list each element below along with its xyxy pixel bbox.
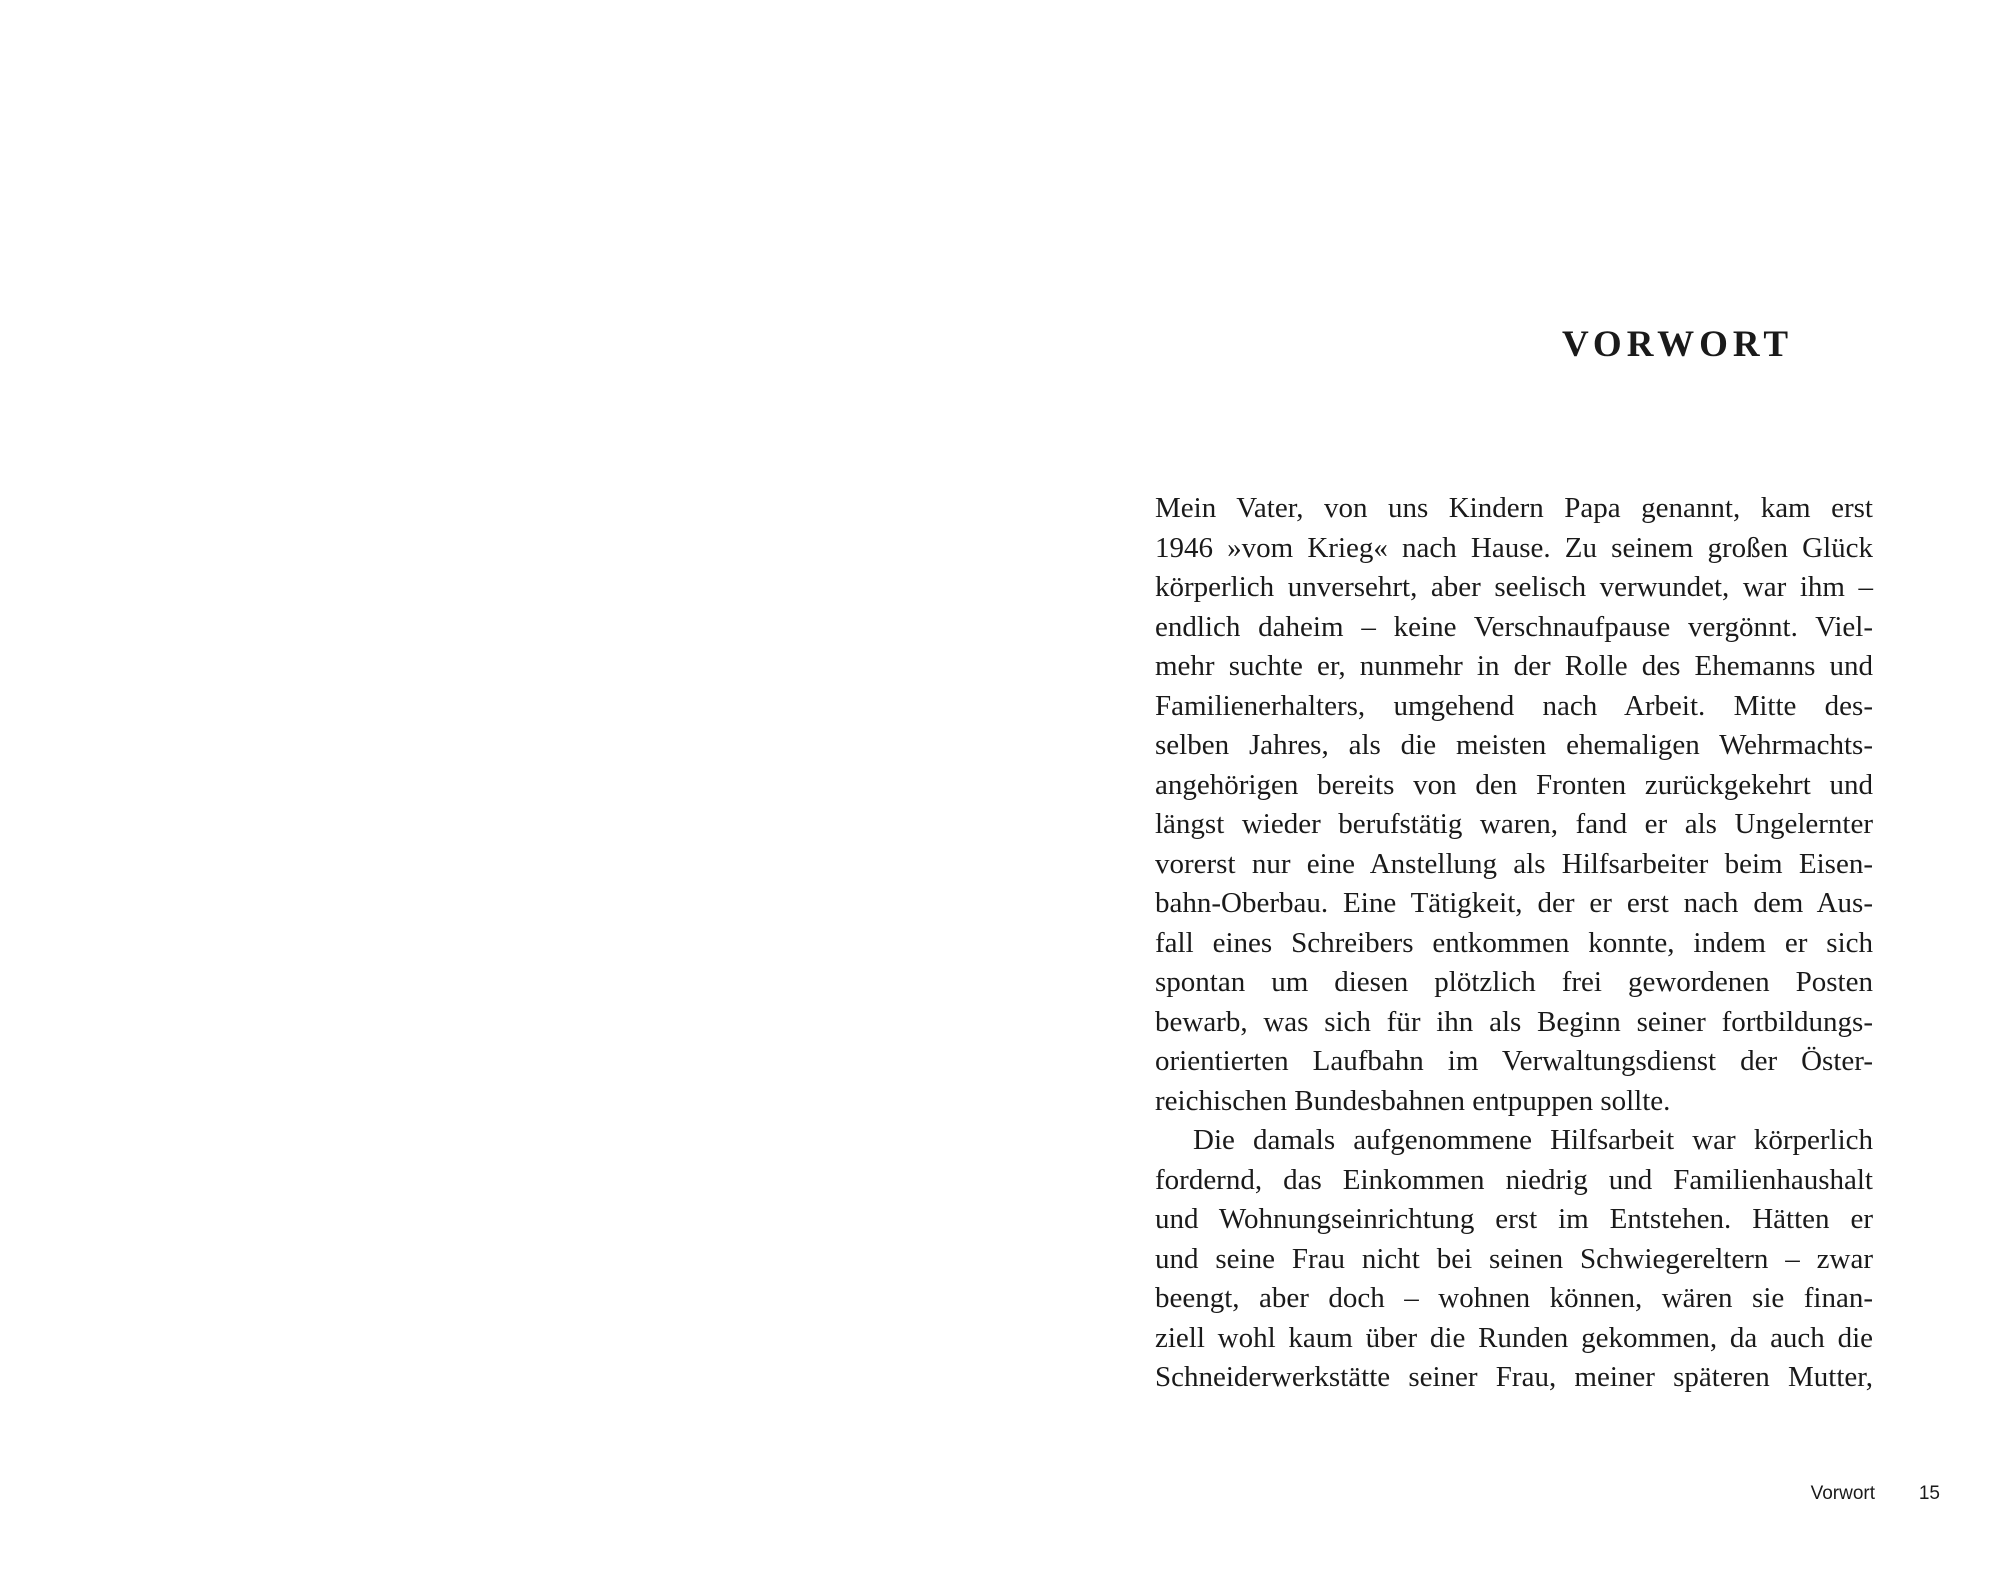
text-line: reichischen Bundesbahnen entpuppen sollte. <box>1155 1084 1671 1117</box>
right-page <box>1000 0 2000 1592</box>
text-line: und seine Frau nicht bei seinen Schwiegereltern – zwar <box>1155 1242 1873 1275</box>
text-line: und Wohnungseinrichtung erst im Entstehen. Hätten er <box>1155 1203 1873 1235</box>
text-line: beengt, aber doch – wohnen können, wären sie finan- <box>1155 1282 1873 1314</box>
text-line: fall eines Schreibers entkommen konnte, indem er sich <box>1155 926 1873 959</box>
running-footer <box>1000 1482 2000 1506</box>
text-line: spontan um diesen plötzlich frei gewordenen Posten <box>1155 966 1873 998</box>
text-line: orientierten Laufbahn im Verwaltungsdienst der Öster- <box>1155 1045 1873 1077</box>
text-line: bahn-Oberbau. Eine Tätigkeit, der er erst nach dem Aus- <box>1155 887 1873 919</box>
text-line: bewarb, was sich für ihn als Beginn seiner fortbildungs- <box>1155 1005 1873 1038</box>
text-line: Schneiderwerkstätte seiner Frau, meiner späteren Mutter, <box>1155 1361 1873 1393</box>
text-line: vorerst nur eine Anstellung als Hilfsarbeiter beim Eisen- <box>1155 847 1873 880</box>
text-line: angehörigen bereits von den Fronten zurückgekehrt und <box>1155 768 1873 801</box>
text-line: Mein Vater, von uns Kindern Papa genannt, kam erst <box>1155 492 1873 524</box>
text-line: mehr suchte er, nunmehr in der Rolle des Ehemanns und <box>1155 650 1873 682</box>
text-line: Familienerhalters, umgehend nach Arbeit. Mitte des- <box>1155 689 1873 722</box>
text-line: ziell wohl kaum über die Runden gekommen, da auch die <box>1155 1321 1873 1354</box>
text-line: längst wieder berufstätig waren, fand er als Ungelernter <box>1155 808 1873 840</box>
text-line: selben Jahres, als die meisten ehemaligen Wehrmachts- <box>1155 729 1873 761</box>
chapter-title: VORWORT <box>1561 324 1793 365</box>
text-line: 1946 »vom Krieg« nach Hause. Zu seinem großen Glück <box>1155 531 1873 564</box>
page-number: 15 <box>1918 1483 1940 1504</box>
text-line: körperlich unversehrt, aber seelisch verwundet, war ihm – <box>1155 571 1873 603</box>
text-line: fordernd, das Einkommen niedrig und Familienhaushalt <box>1155 1163 1873 1196</box>
text-line: endlich daheim – keine Verschnaufpause vergönnt. Viel- <box>1155 610 1873 643</box>
text-line: Die damals aufgenommene Hilfsarbeit war körperlich <box>1193 1124 1873 1156</box>
body-text <box>1155 489 1873 1398</box>
running-head-label: Vorwort <box>1810 1483 1875 1504</box>
